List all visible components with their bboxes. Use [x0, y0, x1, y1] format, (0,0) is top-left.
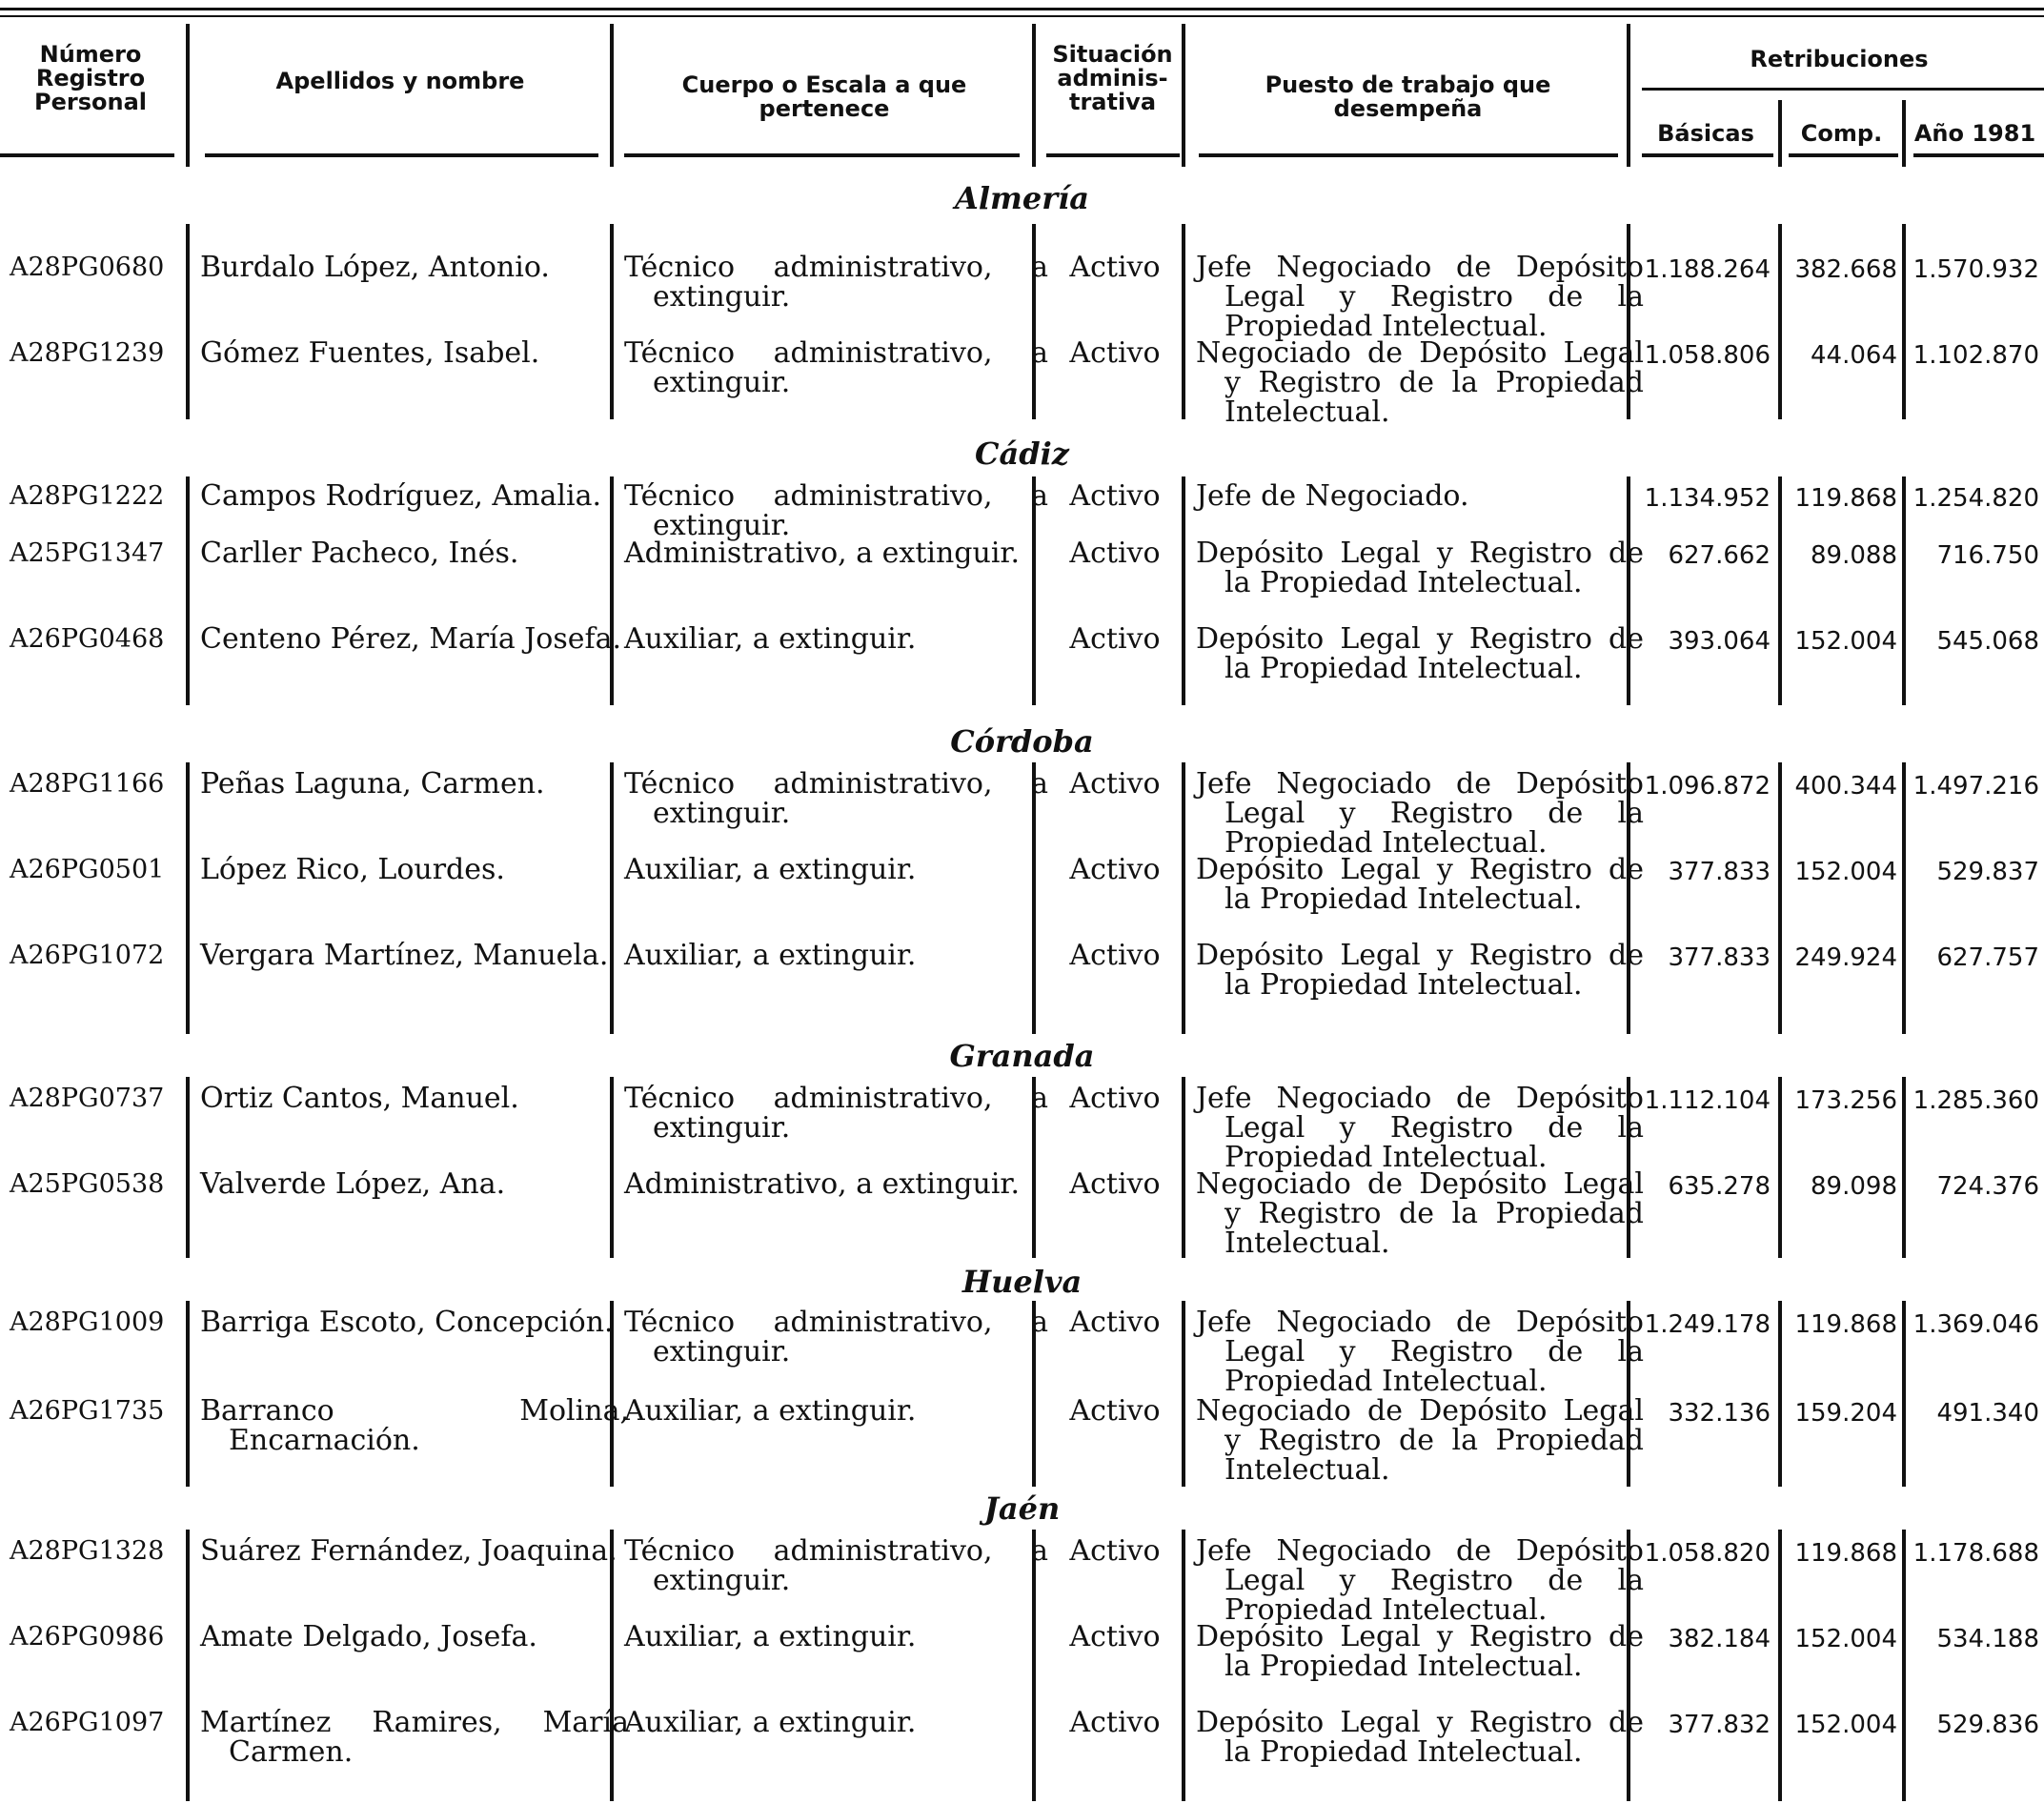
- apellidos-nombre: Gómez Fuentes, Isabel.: [200, 336, 540, 370]
- retribucion-comp: 382.668: [1794, 255, 1897, 284]
- numero-registro: A28PG1222: [10, 481, 165, 511]
- province-heading: Jaén: [983, 1490, 1061, 1527]
- column-separator: [1902, 476, 1906, 705]
- retribucion-anio: 534.188: [1936, 1625, 2039, 1653]
- numero-registro: A28PG1328: [10, 1536, 165, 1566]
- retribucion-basicas: 627.662: [1668, 541, 1771, 570]
- header-retribuciones: Retribuciones: [1750, 46, 1929, 72]
- retribucion-basicas: 1.058.820: [1644, 1539, 1771, 1568]
- apellidos-nombre: Valverde López, Ana.: [200, 1167, 506, 1201]
- cuerpo-escala: Auxiliar, a extinguir.: [624, 1706, 917, 1739]
- cuerpo-escala: Auxiliar, a extinguir.: [624, 1620, 917, 1653]
- situacion: Activo: [1069, 622, 1161, 656]
- retribucion-basicas: 377.833: [1668, 858, 1771, 886]
- header-underline: [1913, 153, 2044, 157]
- retribucion-anio: 1.285.360: [1912, 1086, 2039, 1115]
- header-numero-registro: Número Registro Personal: [34, 41, 147, 115]
- province-heading: Almería: [955, 180, 1089, 216]
- retribucion-anio: 1.570.932: [1912, 255, 2039, 284]
- puesto-trabajo: Depósito Legal y Registro de la Propiedad Intelectual.: [1196, 939, 1644, 1002]
- column-separator: [1778, 1530, 1782, 1801]
- cuerpo-escala: Técnico administrativo, a extinguir.: [624, 1534, 1048, 1597]
- column-separator: [1902, 1077, 1906, 1258]
- apellidos-nombre: Burdalo López, Antonio.: [200, 251, 550, 284]
- situacion: Activo: [1069, 1167, 1161, 1201]
- situacion: Activo: [1069, 1706, 1161, 1739]
- cuerpo-escala: Auxiliar, a extinguir.: [624, 853, 917, 886]
- retribucion-basicas: 1.096.872: [1644, 772, 1771, 801]
- retribucion-basicas: 1.249.178: [1644, 1310, 1771, 1339]
- column-separator: [610, 762, 614, 1034]
- retribucion-comp: 44.064: [1811, 341, 1897, 370]
- cuerpo-escala: Auxiliar, a extinguir.: [624, 939, 917, 972]
- retribucion-comp: 89.088: [1811, 541, 1897, 570]
- header-underline: [205, 153, 598, 157]
- numero-registro: A28PG0737: [10, 1084, 165, 1113]
- apellidos-nombre: Martínez Ramires, María Carmen.: [200, 1706, 629, 1769]
- puesto-trabajo: Depósito Legal y Registro de la Propiedad Intelectual.: [1196, 1620, 1644, 1683]
- column-separator: [1778, 224, 1782, 419]
- apellidos-nombre: Barriga Escoto, Concepción.: [200, 1306, 614, 1339]
- puesto-trabajo: Jefe Negociado de Depósito Legal y Registro de la Propiedad Intelectual.: [1196, 1534, 1644, 1627]
- column-separator: [186, 762, 190, 1034]
- apellidos-nombre: Centeno Pérez, María Josefa.: [200, 622, 622, 656]
- top-rule: [0, 8, 2044, 10]
- header-anio: Año 1981: [1913, 120, 2036, 147]
- puesto-trabajo: Jefe de Negociado.: [1196, 479, 1469, 513]
- column-separator: [1778, 762, 1782, 1034]
- apellidos-nombre: Ortiz Cantos, Manuel.: [200, 1082, 519, 1115]
- column-separator: [1182, 24, 1185, 167]
- retribucion-comp: 159.204: [1794, 1399, 1897, 1428]
- column-separator: [1902, 1530, 1906, 1801]
- province-heading: Córdoba: [950, 723, 1094, 760]
- header-underline: [0, 153, 174, 157]
- column-separator: [1182, 1530, 1185, 1801]
- puesto-trabajo: Negociado de Depósito Legal y Registro de la Propiedad Intelectual.: [1196, 1167, 1644, 1260]
- situacion: Activo: [1069, 853, 1161, 886]
- situacion: Activo: [1069, 479, 1161, 513]
- retribucion-basicas: 1.112.104: [1644, 1086, 1771, 1115]
- header-comp: Comp.: [1800, 120, 1883, 147]
- retribucion-basicas: 1.134.952: [1644, 484, 1771, 513]
- retribucion-anio: 529.837: [1936, 858, 2039, 886]
- retribucion-anio: 1.178.688: [1912, 1539, 2039, 1568]
- situacion: Activo: [1069, 251, 1161, 284]
- retribucion-basicas: 635.278: [1668, 1172, 1771, 1201]
- apellidos-nombre: Suárez Fernández, Joaquina.: [200, 1534, 617, 1568]
- retribucion-anio: 627.757: [1936, 943, 2039, 972]
- cuerpo-escala: Administrativo, a extinguir.: [624, 537, 1021, 570]
- cuerpo-escala: Técnico administrativo, a extinguir.: [624, 767, 1048, 830]
- column-separator: [1778, 1301, 1782, 1487]
- puesto-trabajo: Negociado de Depósito Legal y Registro de la Propiedad Intelectual.: [1196, 336, 1644, 429]
- column-separator: [1627, 24, 1630, 167]
- header-underline: [1199, 153, 1618, 157]
- column-separator: [1902, 1301, 1906, 1487]
- column-separator: [186, 24, 190, 167]
- province-heading: Huelva: [961, 1264, 1083, 1300]
- column-separator: [1032, 24, 1036, 167]
- column-separator: [186, 1301, 190, 1487]
- column-separator: [1902, 762, 1906, 1034]
- column-separator: [1778, 100, 1782, 167]
- cuerpo-escala: Técnico administrativo, a extinguir.: [624, 336, 1048, 399]
- column-separator: [186, 1077, 190, 1258]
- retribucion-basicas: 377.832: [1668, 1711, 1771, 1739]
- puesto-trabajo: Depósito Legal y Registro de la Propiedad Intelectual.: [1196, 853, 1644, 916]
- cuerpo-escala: Técnico administrativo, a extinguir.: [624, 251, 1048, 314]
- header-underline: [624, 153, 1020, 157]
- situacion: Activo: [1069, 1082, 1161, 1115]
- header-cuerpo-escala: Cuerpo o Escala a que pertenece: [681, 71, 967, 122]
- retribucion-anio: 529.836: [1936, 1711, 2039, 1739]
- retribucion-basicas: 1.058.806: [1644, 341, 1771, 370]
- puesto-trabajo: Negociado de Depósito Legal y Registro de la Propiedad Intelectual.: [1196, 1394, 1644, 1487]
- retribucion-basicas: 393.064: [1668, 627, 1771, 656]
- column-separator: [610, 476, 614, 705]
- retribucion-anio: 1.102.870: [1912, 341, 2039, 370]
- retribucion-anio: 491.340: [1936, 1399, 2039, 1428]
- apellidos-nombre: Campos Rodríguez, Amalia.: [200, 479, 602, 513]
- retribucion-anio: 1.369.046: [1912, 1310, 2039, 1339]
- retribucion-comp: 119.868: [1794, 484, 1897, 513]
- province-heading: Cádiz: [975, 436, 1069, 472]
- numero-registro: A25PG0538: [10, 1169, 165, 1199]
- column-separator: [1778, 476, 1782, 705]
- header-puesto: Puesto de trabajo que desempeña: [1265, 71, 1551, 122]
- column-separator: [1902, 224, 1906, 419]
- province-heading: Granada: [949, 1038, 1095, 1074]
- numero-registro: A28PG0680: [10, 253, 165, 282]
- retribucion-anio: 716.750: [1936, 541, 2039, 570]
- header-apellidos-nombre: Apellidos y nombre: [275, 68, 525, 94]
- puesto-trabajo: Jefe Negociado de Depósito Legal y Registro de la Propiedad Intelectual.: [1196, 1306, 1644, 1398]
- situacion: Activo: [1069, 537, 1161, 570]
- header-underline: [1642, 153, 1773, 157]
- retribucion-comp: 400.344: [1794, 772, 1897, 801]
- numero-registro: A26PG1097: [10, 1708, 165, 1737]
- retribucion-comp: 152.004: [1794, 858, 1897, 886]
- retribucion-basicas: 377.833: [1668, 943, 1771, 972]
- header-underline: [1046, 153, 1180, 157]
- numero-registro: A26PG0468: [10, 624, 165, 654]
- retribucion-anio: 1.254.820: [1912, 484, 2039, 513]
- column-separator: [1182, 476, 1185, 705]
- retribucion-comp: 152.004: [1794, 627, 1897, 656]
- retribucion-comp: 89.098: [1811, 1172, 1897, 1201]
- apellidos-nombre: Vergara Martínez, Manuela.: [200, 939, 609, 972]
- situacion: Activo: [1069, 1306, 1161, 1339]
- retribucion-basicas: 382.184: [1668, 1625, 1771, 1653]
- retribucion-comp: 152.004: [1794, 1711, 1897, 1739]
- puesto-trabajo: Depósito Legal y Registro de la Propiedad Intelectual.: [1196, 622, 1644, 685]
- puesto-trabajo: Jefe Negociado de Depósito Legal y Registro de la Propiedad Intelectual.: [1196, 251, 1644, 343]
- retribucion-comp: 152.004: [1794, 1625, 1897, 1653]
- puesto-trabajo: Jefe Negociado de Depósito Legal y Registro de la Propiedad Intelectual.: [1196, 1082, 1644, 1174]
- numero-registro: A26PG0501: [10, 855, 165, 884]
- cuerpo-escala: Administrativo, a extinguir.: [624, 1167, 1021, 1201]
- puesto-trabajo: Depósito Legal y Registro de la Propiedad Intelectual.: [1196, 537, 1644, 599]
- retribucion-basicas: 332.136: [1668, 1399, 1771, 1428]
- apellidos-nombre: Carller Pacheco, Inés.: [200, 537, 519, 570]
- retribuciones-underline: [1642, 88, 2044, 91]
- numero-registro: A26PG1072: [10, 941, 165, 970]
- column-separator: [186, 1530, 190, 1801]
- header-basicas: Básicas: [1657, 120, 1754, 147]
- numero-registro: A25PG1347: [10, 538, 165, 568]
- cuerpo-escala: Auxiliar, a extinguir.: [624, 622, 917, 656]
- puesto-trabajo: Depósito Legal y Registro de la Propiedad Intelectual.: [1196, 1706, 1644, 1769]
- column-separator: [1778, 1077, 1782, 1258]
- column-separator: [1182, 762, 1185, 1034]
- situacion: Activo: [1069, 1394, 1161, 1428]
- apellidos-nombre: Peñas Laguna, Carmen.: [200, 767, 545, 801]
- numero-registro: A26PG1735: [10, 1396, 165, 1426]
- situacion: Activo: [1069, 767, 1161, 801]
- numero-registro: A26PG0986: [10, 1622, 165, 1652]
- retribucion-comp: 249.924: [1794, 943, 1897, 972]
- numero-registro: A28PG1009: [10, 1307, 165, 1337]
- column-separator: [610, 24, 614, 167]
- cuerpo-escala: Técnico administrativo, a extinguir.: [624, 1082, 1048, 1145]
- numero-registro: A28PG1239: [10, 338, 165, 368]
- retribucion-anio: 545.068: [1936, 627, 2039, 656]
- cuerpo-escala: Auxiliar, a extinguir.: [624, 1394, 917, 1428]
- cuerpo-escala: Técnico administrativo, a extinguir.: [624, 479, 1048, 542]
- column-separator: [1902, 100, 1906, 167]
- numero-registro: A28PG1166: [10, 769, 165, 799]
- retribucion-comp: 119.868: [1794, 1310, 1897, 1339]
- puesto-trabajo: Jefe Negociado de Depósito Legal y Registro de la Propiedad Intelectual.: [1196, 767, 1644, 860]
- apellidos-nombre: Barranco Molina, Encarnación.: [200, 1394, 629, 1457]
- cuerpo-escala: Técnico administrativo, a extinguir.: [624, 1306, 1048, 1368]
- header-situacion: Situación adminis- trativa: [1052, 41, 1173, 115]
- situacion: Activo: [1069, 1620, 1161, 1653]
- column-separator: [186, 476, 190, 705]
- column-separator: [186, 224, 190, 419]
- apellidos-nombre: López Rico, Lourdes.: [200, 853, 505, 886]
- apellidos-nombre: Amate Delgado, Josefa.: [200, 1620, 537, 1653]
- top-rule-thin: [0, 15, 2044, 17]
- retribucion-anio: 1.497.216: [1912, 772, 2039, 801]
- retribucion-basicas: 1.188.264: [1644, 255, 1771, 284]
- header-underline: [1789, 153, 1898, 157]
- retribucion-comp: 119.868: [1794, 1539, 1897, 1568]
- retribucion-comp: 173.256: [1794, 1086, 1897, 1115]
- situacion: Activo: [1069, 336, 1161, 370]
- situacion: Activo: [1069, 1534, 1161, 1568]
- retribucion-anio: 724.376: [1936, 1172, 2039, 1201]
- situacion: Activo: [1069, 939, 1161, 972]
